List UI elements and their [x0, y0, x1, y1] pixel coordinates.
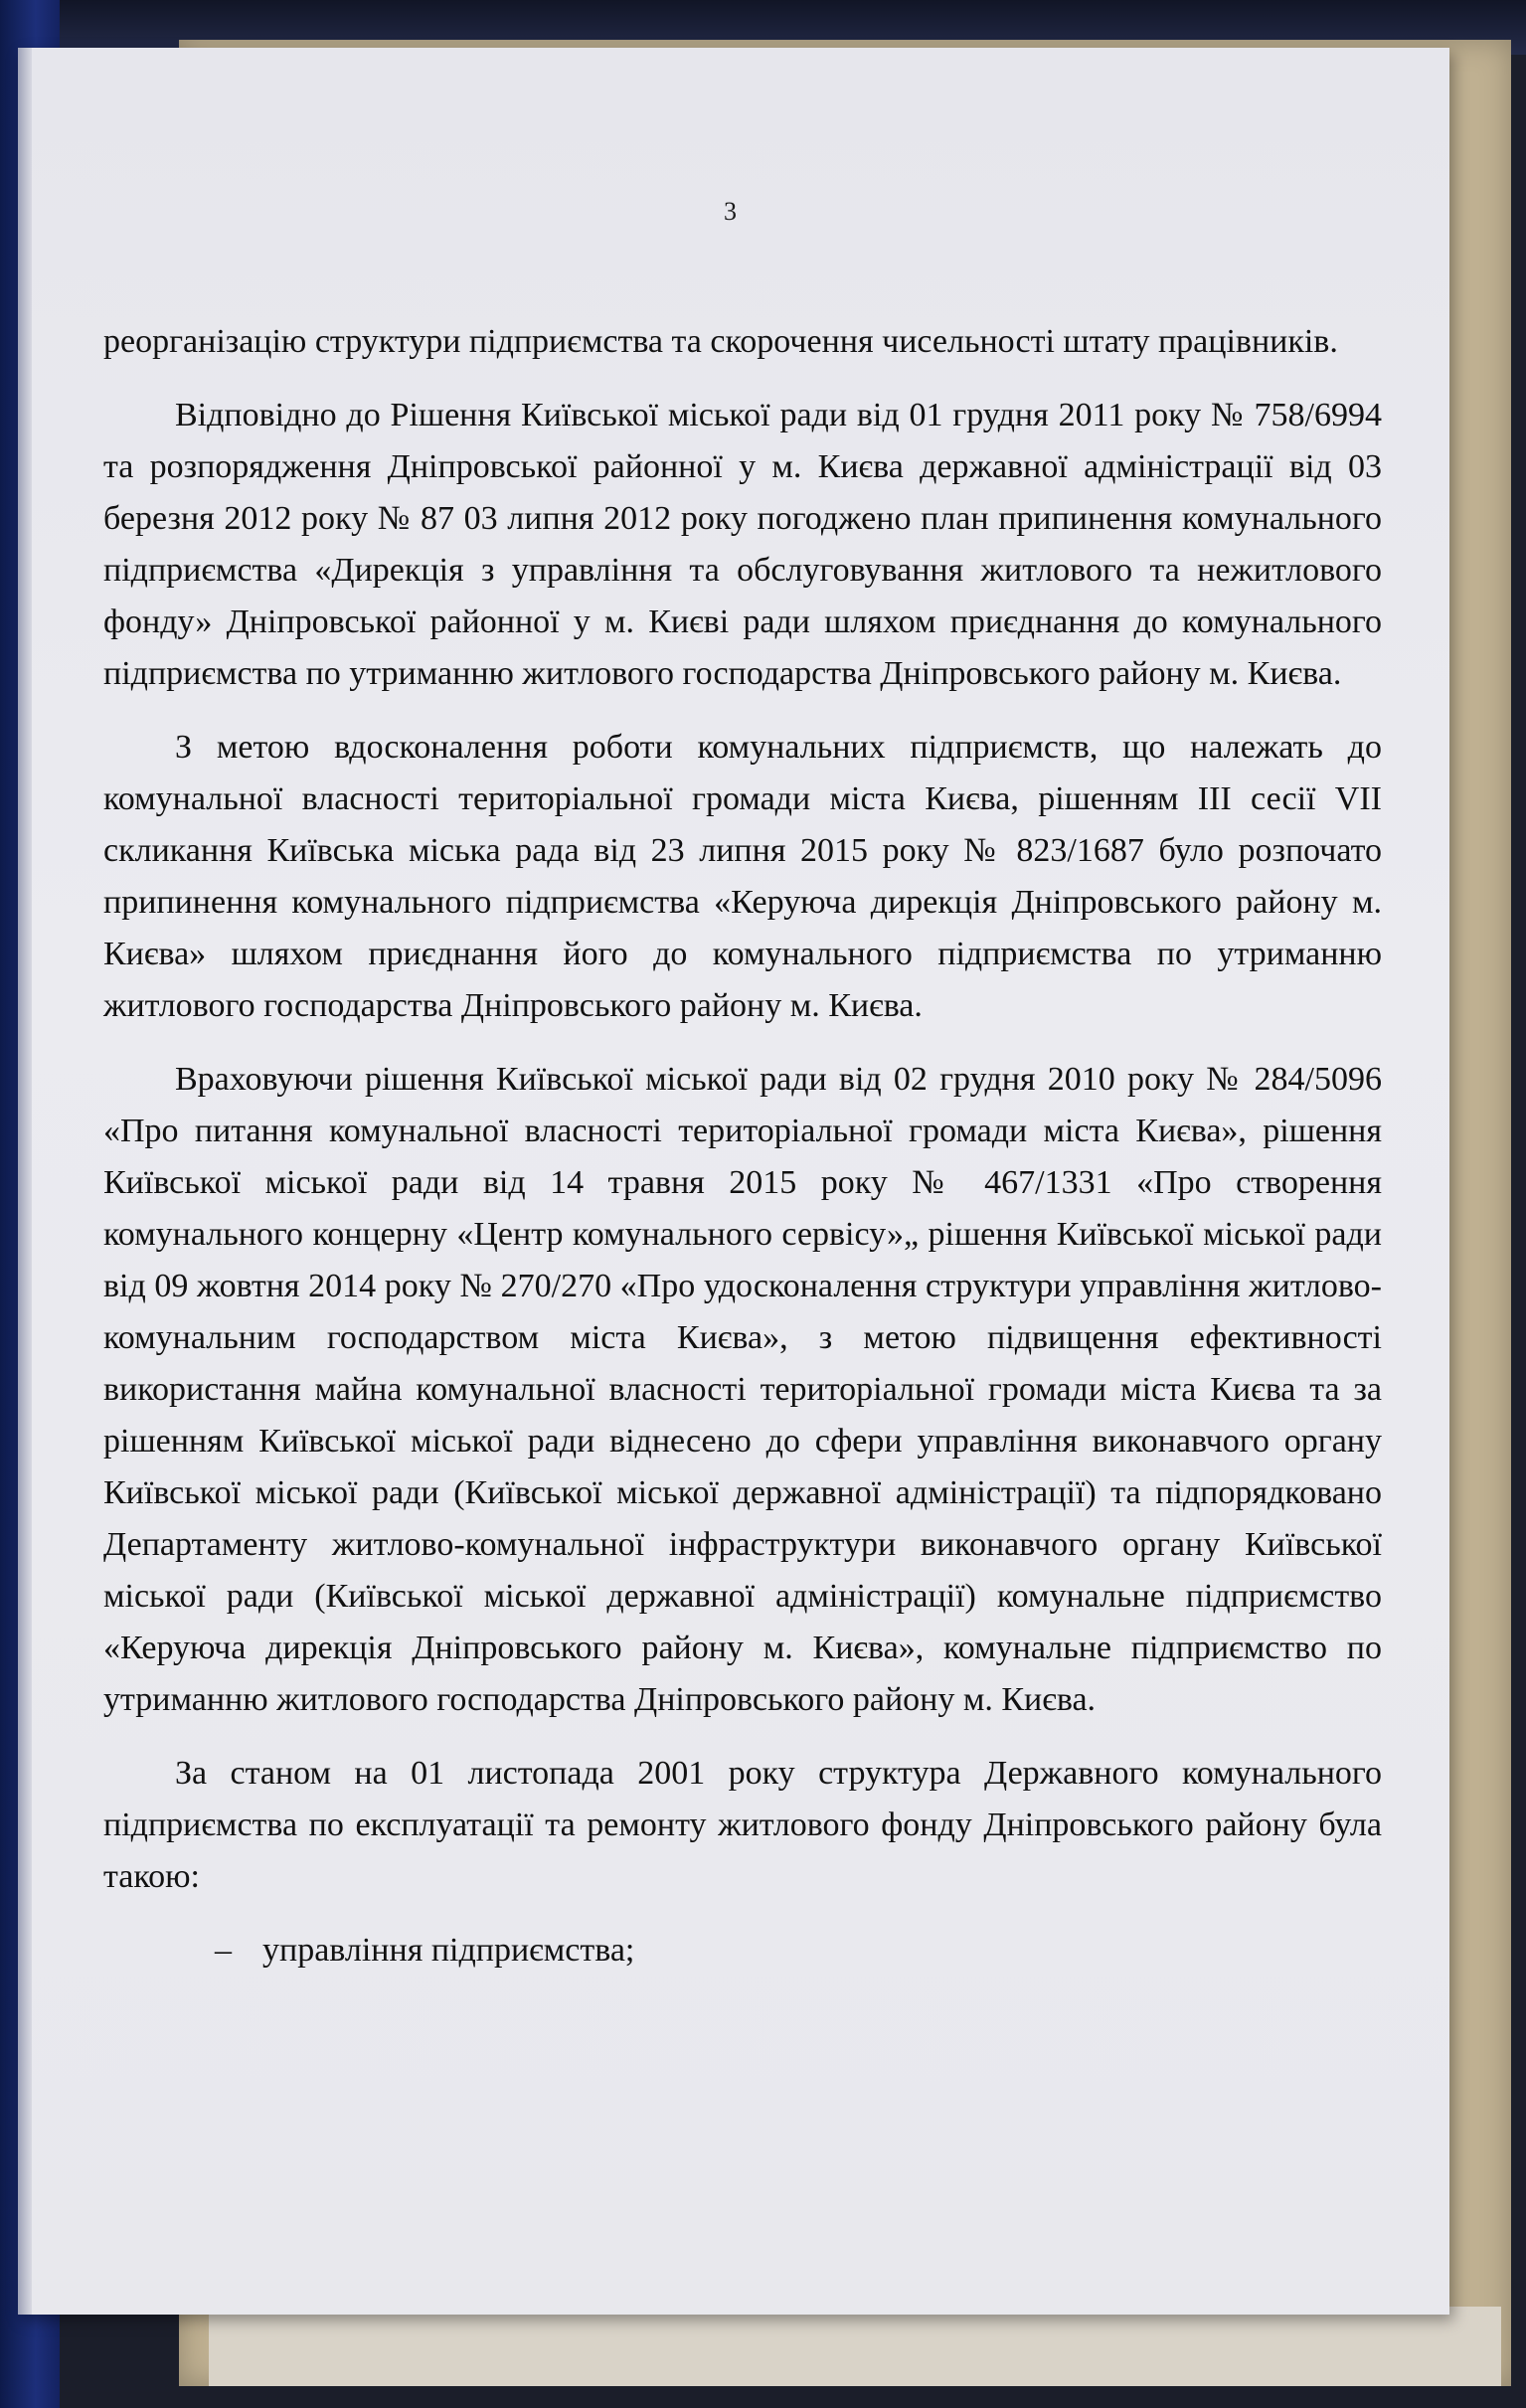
document-body [103, 316, 1382, 1977]
paragraph-1: реорганізацію структури підприємства та скорочення чисельності штату працівників. [103, 323, 1338, 360]
paragraph-2: Відповідно до Рішення Київської міської ради від 01 грудня 2011 року № 758/6994 та розпорядження Дніпровської районної у м. Києва державної адміністрації від 03 березня 2012 року № 87 03 липня 2012 року погоджено план припинення комунального підприємства «Дирекція з управління та обслуговування житлового та нежитлового фонду» Дніпровської районної у м. Києві ради шляхом приєднання до комунального підприємства по утриманню житлового господарства Дніпровського району м. Києва. [103, 397, 1382, 692]
list-item-text: управління підприємства; [262, 1932, 635, 1969]
page-curl-edge [18, 48, 32, 2315]
underlying-sheet [209, 2307, 1501, 2386]
document-page [18, 48, 1449, 2315]
list-item [103, 1925, 1382, 1977]
list-dash: – [215, 1932, 232, 1969]
page-number: 3 [724, 197, 737, 226]
paragraph-5: За станом на 01 листопада 2001 року структура Державного комунального підприємства по експлуатації та ремонту житлового фонду Дніпровського району була такою: [103, 1755, 1382, 1895]
paragraph-3: З метою вдосконалення роботи комунальних підприємств, що належать до комунальної власності територіальної громади міста Києва, рішенням III сесії VII скликання Київська міська рада від 23 липня 2015 року № 823/1687 було розпочато припинення комунального підприємства «Керуюча дирекція Дніпровського району м. Києва» шляхом приєднання його до комунального підприємства по утриманню житлового господарства Дніпровського району м. Києва. [103, 729, 1382, 1024]
paragraph-4: Враховуючи рішення Київської міської ради від 02 грудня 2010 року № 284/5096 «Про питання комунальної власності територіальної громади міста Києва», рішення Київської міської ради від 14 травня 2015 року № 467/1331 «Про створення комунального концерну «Центр комунального сервісу»„ рішення Київської міської ради від 09 жовтня 2014 року № 270/270 «Про удосконалення структури управління житлово-комунальним господарством міста Києва», з метою підвищення ефективності використання майна комунальної власності територіальної громади міста Києва та за рішенням Київської міської ради віднесено до сфери управління виконавчого органу Київської міської ради (Київської міської державної адміністрації) та підпорядковано Департаменту житлово-комунальної інфраструктури виконавчого органу Київської міської ради (Київської міської державної адміністрації) комунальне підприємство «Керуюча дирекція Дніпровського району м. Києва», комунальне підприємство по утриманню житлового господарства Дніпровського району м. Києва. [103, 1061, 1382, 1718]
